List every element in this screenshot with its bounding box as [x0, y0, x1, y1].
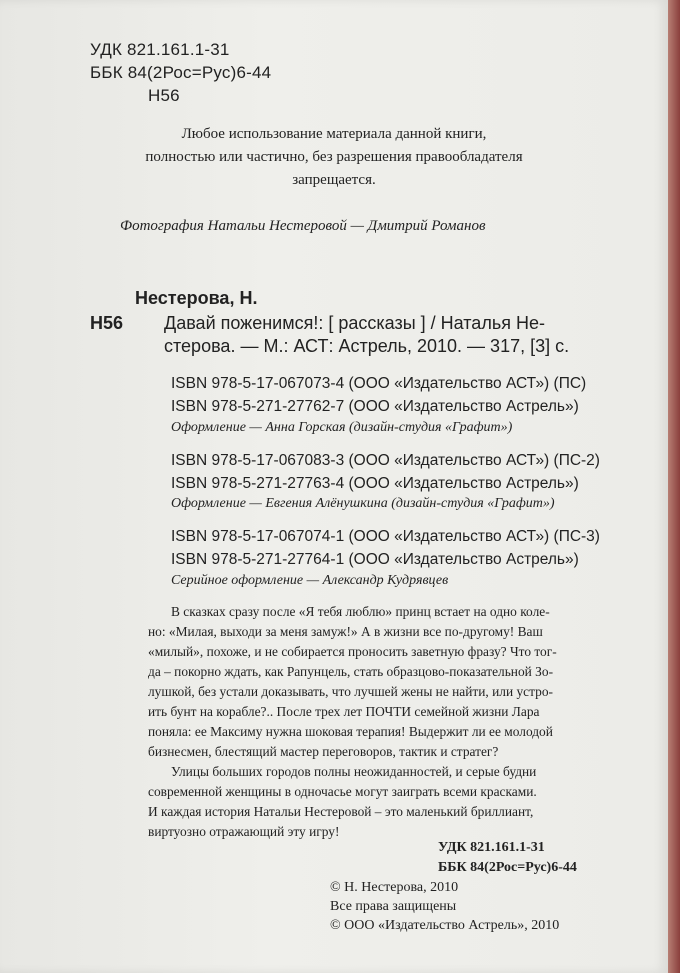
- annotation-line: виртуозно отражающий эту игру!: [148, 824, 340, 839]
- annotation-line: В сказках сразу после «Я тебя люблю» принц встает на одно коле-: [171, 604, 550, 619]
- bbk-index: ББК 84(2Рос=Рус)6-44: [90, 63, 272, 82]
- annotation-line: да – покорно ждать, как Рапунцель, стать образцово-показательной Зо-: [148, 664, 554, 679]
- design-credit: Оформление — Анна Горская (дизайн-студия «Графит»): [171, 420, 513, 435]
- annotation-line: И каждая история Натальи Нестеровой – это маленький бриллиант,: [148, 804, 534, 819]
- isbn-line: ISBN 978-5-17-067073-4 (ООО «Издательство АСТ») (ПС): [171, 375, 587, 392]
- design-credit: Серийное оформление — Александр Кудрявцев: [171, 573, 449, 588]
- isbn-line: ISBN 978-5-271-27762-7 (ООО «Издательство Астрель»): [171, 398, 579, 415]
- annotation-line: ить бунт на корабле?.. После трех лет ПОЧТИ семейной жизни Лара: [148, 704, 540, 719]
- annotation-line: бизнесмен, блестящий мастер переговоров, тактик и стратег?: [148, 744, 499, 759]
- udk-index: УДК 821.161.1-31: [90, 40, 230, 59]
- isbn-line: ISBN 978-5-17-067083-3 (ООО «Издательство АСТ») (ПС-2): [171, 452, 600, 469]
- author-name: Нестерова, Н.: [135, 288, 258, 308]
- book-cover-edge: [668, 0, 680, 973]
- footer-bbk: ББК 84(2Рос=Рус)6-44: [438, 860, 577, 875]
- copyright-line: © Н. Нестерова, 2010: [330, 880, 459, 895]
- author-mark: Н56: [148, 86, 180, 105]
- bibliography-code: Н56: [90, 313, 124, 333]
- copyright-line: © ООО «Издательство Астрель», 2010: [330, 918, 560, 933]
- design-credit: Оформление — Евгения Алёнушкина (дизайн-студия «Графит»): [171, 496, 555, 511]
- annotation-line: Улицы больших городов полны неожиданностей, и серые будни: [171, 764, 537, 779]
- footer-udk: УДК 821.161.1-31: [438, 840, 545, 855]
- notice-line: полностью или частично, без разрешения правообладателя: [145, 149, 523, 165]
- bibliography-title-line: Давай поженимся!: [ рассказы ] / Наталья Не-: [164, 313, 545, 333]
- copyright-line: Все права защищены: [330, 899, 457, 914]
- annotation-line: «милый», похоже, и не собирается проносить заветную фразу? Что тог-: [148, 644, 557, 659]
- annotation-line: лушкой, без устали доказывать, что лучшей жены не найти, или устро-: [148, 684, 553, 699]
- isbn-line: ISBN 978-5-271-27764-1 (ООО «Издательство Астрель»): [171, 551, 579, 568]
- annotation-line: но: «Милая, выходи за меня замуж!» А в жизни все по-другому! Ваш: [148, 624, 543, 639]
- annotation-line: современной женщины в одночасье могут заиграть всеми красками.: [148, 784, 537, 799]
- bibliography-title-line: стерова. — М.: АСТ: Астрель, 2010. — 317, [3] с.: [164, 336, 570, 356]
- notice-line: Любое использование материала данной книги,: [181, 126, 487, 142]
- annotation-line: поняла: ее Максиму нужна шоковая терапия! Выдержит ли ее молодой: [148, 724, 553, 739]
- photo-credit: Фотография Натальи Нестеровой — Дмитрий Романов: [120, 218, 486, 234]
- isbn-line: ISBN 978-5-17-067074-1 (ООО «Издательство АСТ») (ПС-3): [171, 528, 600, 545]
- notice-line: запрещается.: [292, 172, 376, 188]
- isbn-line: ISBN 978-5-271-27763-4 (ООО «Издательство Астрель»): [171, 475, 579, 492]
